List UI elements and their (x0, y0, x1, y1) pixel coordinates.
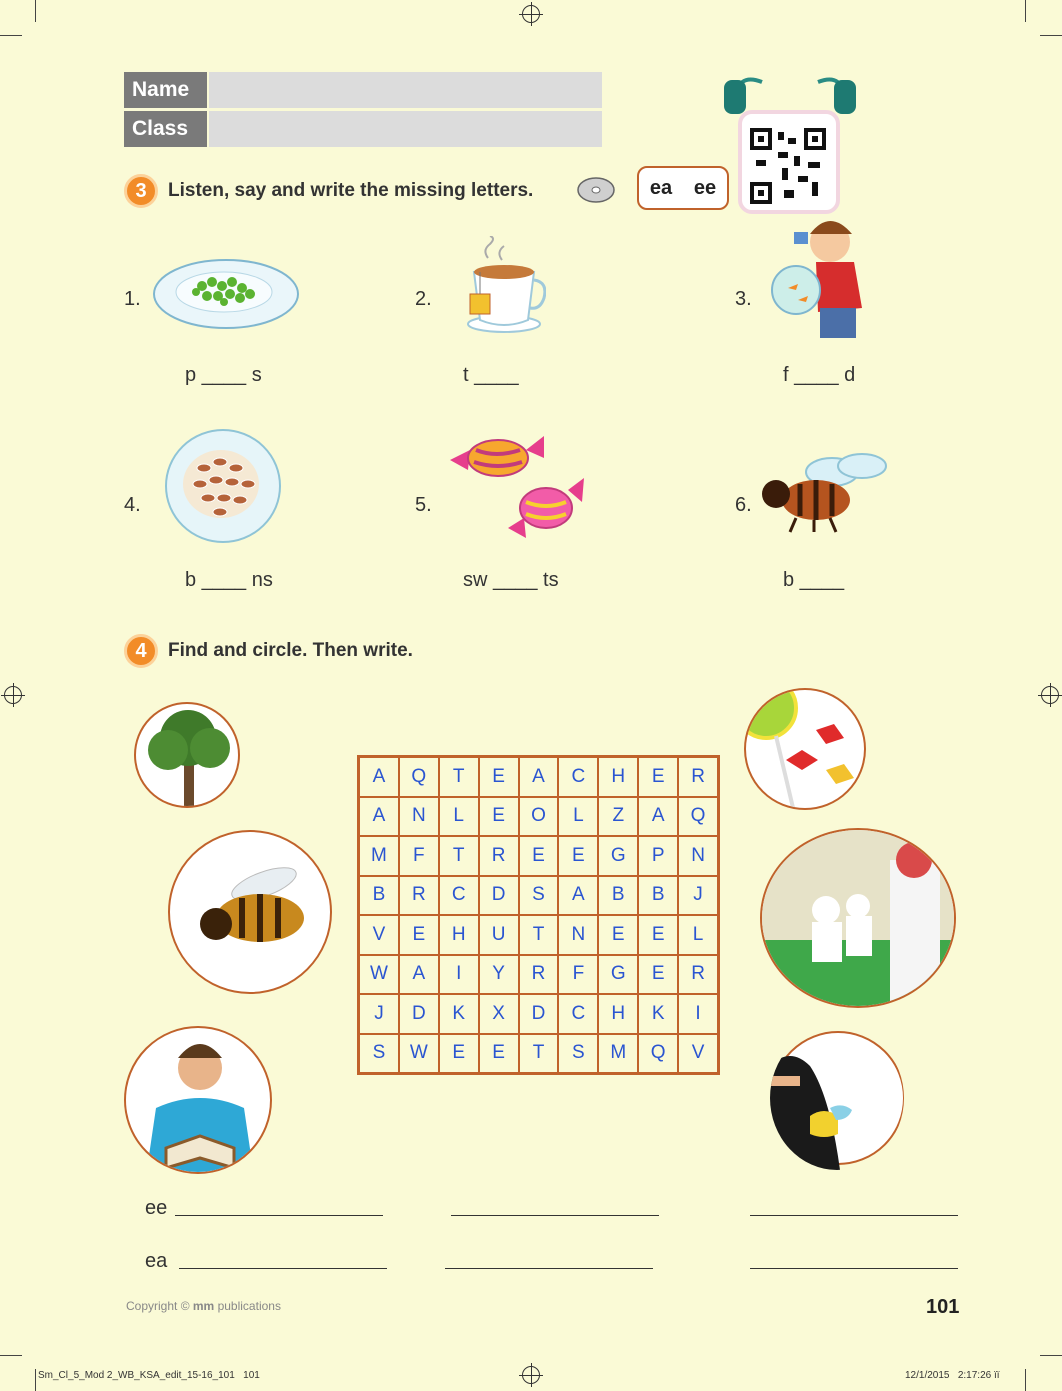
grid-cell[interactable]: Q (638, 1034, 678, 1074)
exercise-4-instruction: Find and circle. Then write. (168, 640, 413, 661)
exercise-3-number: 3 (124, 174, 158, 208)
grid-cell[interactable]: A (519, 757, 559, 797)
sweets-icon (446, 432, 586, 544)
grid-cell[interactable]: C (439, 876, 479, 916)
word-blank: sw ____ ts (463, 569, 559, 591)
peas-plate-icon (152, 256, 300, 332)
grid-cell[interactable]: W (359, 955, 399, 995)
grid-cell[interactable]: M (598, 1034, 638, 1074)
grid-cell[interactable]: B (638, 876, 678, 916)
grid-cell[interactable]: J (359, 994, 399, 1034)
grid-cell[interactable]: F (399, 836, 439, 876)
grid-cell[interactable]: C (558, 757, 598, 797)
crop-mark (35, 1369, 36, 1391)
write-line[interactable] (750, 1268, 958, 1269)
name-class-table (124, 72, 602, 150)
item-number: 6. (735, 494, 752, 516)
grid-cell[interactable]: R (399, 876, 439, 916)
write-line[interactable] (451, 1215, 659, 1216)
sweets-photo (744, 688, 866, 810)
file-slug: Sm_Cl_5_Mod 2_WB_KSA_edit_15-16_101 101 (38, 1370, 260, 1381)
grid-cell[interactable]: H (598, 757, 638, 797)
grid-cell[interactable]: I (439, 955, 479, 995)
write-line[interactable] (179, 1268, 387, 1269)
grid-cell[interactable]: E (479, 797, 519, 837)
registration-mark (4, 686, 22, 704)
publisher-name: publications (217, 1299, 281, 1313)
item-number: 4. (124, 494, 141, 516)
registration-mark (522, 1366, 540, 1384)
grid-cell[interactable]: D (479, 876, 519, 916)
crop-mark (1040, 35, 1062, 36)
grid-cell[interactable]: T (439, 836, 479, 876)
date-slug: 12/1/2015 2:17:26 ïï (905, 1370, 1000, 1381)
grid-cell[interactable]: V (678, 1034, 718, 1074)
grid-cell[interactable]: Y (479, 955, 519, 995)
grid-cell[interactable]: M (359, 836, 399, 876)
audio-cd-icon[interactable] (576, 174, 616, 204)
bee-icon (756, 448, 890, 534)
crop-mark (1040, 1355, 1062, 1356)
grid-cell[interactable]: R (678, 757, 718, 797)
tea-cup-icon (462, 236, 546, 334)
class-label: Class (124, 111, 207, 147)
grid-cell[interactable]: E (638, 955, 678, 995)
item-number: 1. (124, 288, 141, 310)
grid-cell[interactable]: E (399, 915, 439, 955)
grid-cell[interactable]: A (399, 955, 439, 995)
class-field[interactable] (209, 111, 602, 147)
word-blank: b ____ ns (185, 569, 273, 591)
grid-cell[interactable]: N (678, 836, 718, 876)
grid-cell[interactable]: N (399, 797, 439, 837)
grid-cell[interactable]: B (359, 876, 399, 916)
grid-cell[interactable]: A (558, 876, 598, 916)
grid-cell[interactable]: T (519, 1034, 559, 1074)
grid-cell[interactable]: G (598, 836, 638, 876)
write-line[interactable] (750, 1215, 958, 1216)
grid-cell[interactable]: Z (598, 797, 638, 837)
grid-cell[interactable]: E (479, 757, 519, 797)
grid-cell[interactable]: S (519, 876, 559, 916)
word-search-grid (357, 755, 720, 1075)
grid-cell[interactable]: E (638, 915, 678, 955)
grid-cell[interactable]: A (638, 797, 678, 837)
crop-mark (1025, 0, 1026, 22)
copyright-symbol: © (180, 1299, 190, 1313)
grid-cell[interactable]: L (439, 797, 479, 837)
grid-cell[interactable]: D (519, 994, 559, 1034)
crop-mark (35, 0, 36, 22)
grid-cell[interactable]: C (558, 994, 598, 1034)
grid-cell[interactable]: J (678, 876, 718, 916)
crop-mark (0, 1355, 22, 1356)
grid-cell[interactable]: K (638, 994, 678, 1034)
grid-cell[interactable]: Q (399, 757, 439, 797)
grid-cell[interactable]: T (439, 757, 479, 797)
copyright-text: Copyright (126, 1299, 178, 1313)
crop-mark (1025, 1369, 1026, 1391)
exercise-3-instruction: Listen, say and write the missing letters. (168, 180, 534, 201)
write-line[interactable] (175, 1215, 383, 1216)
grid-cell[interactable]: N (558, 915, 598, 955)
teacher-classroom-photo (760, 828, 956, 1008)
qr-code-headphones-icon[interactable] (722, 72, 858, 220)
grid-cell[interactable]: K (439, 994, 479, 1034)
grid-cell[interactable]: R (678, 955, 718, 995)
grid-cell[interactable]: Q (678, 797, 718, 837)
registration-mark (522, 5, 540, 23)
option-ee: ee (693, 176, 717, 199)
write-line[interactable] (445, 1268, 653, 1269)
letter-options-box (637, 166, 729, 210)
grid-cell[interactable]: P (638, 836, 678, 876)
option-ea: ea (649, 176, 673, 199)
grid-cell[interactable]: E (638, 757, 678, 797)
item-number: 2. (415, 288, 432, 310)
copyright-notice (126, 1299, 281, 1313)
grid-cell[interactable]: A (359, 757, 399, 797)
grid-cell[interactable]: F (558, 955, 598, 995)
tree-photo (134, 702, 240, 808)
grid-cell[interactable]: E (439, 1034, 479, 1074)
grid-cell[interactable]: L (678, 915, 718, 955)
name-label: Name (124, 72, 207, 108)
grid-cell[interactable]: O (519, 797, 559, 837)
woman-cleaning-photo (770, 1026, 904, 1170)
word-blank: b ____ (783, 569, 845, 591)
grid-cell[interactable]: R (519, 955, 559, 995)
boy-feeding-fish-icon (768, 212, 870, 340)
grid-cell[interactable]: E (519, 836, 559, 876)
grid-cell[interactable]: L (558, 797, 598, 837)
exercise-4-number: 4 (124, 634, 158, 668)
grid-cell[interactable]: T (519, 915, 559, 955)
bee-photo (168, 830, 332, 994)
grid-cell[interactable]: X (479, 994, 519, 1034)
grid-cell[interactable]: E (558, 836, 598, 876)
grid-cell[interactable]: H (598, 994, 638, 1034)
word-blank: t ____ (463, 364, 519, 386)
item-number: 5. (415, 494, 432, 516)
grid-cell[interactable]: S (558, 1034, 598, 1074)
grid-cell[interactable]: W (399, 1034, 439, 1074)
name-field[interactable] (209, 72, 602, 108)
beans-plate-icon (164, 428, 282, 544)
row-label-ea: ea (145, 1250, 168, 1272)
registration-mark (1041, 686, 1059, 704)
item-number: 3. (735, 288, 752, 310)
boy-reading-photo (124, 1026, 272, 1174)
grid-cell[interactable]: E (479, 1034, 519, 1074)
grid-cell[interactable]: A (359, 797, 399, 837)
grid-cell[interactable]: U (479, 915, 519, 955)
page-number: 101 (926, 1296, 960, 1318)
row-label-ee: ee (145, 1197, 168, 1219)
grid-cell[interactable]: D (399, 994, 439, 1034)
word-blank: f ____ d (783, 364, 856, 386)
grid-cell[interactable]: R (479, 836, 519, 876)
grid-cell[interactable]: B (598, 876, 638, 916)
word-blank: p ____ s (185, 364, 262, 386)
grid-cell[interactable]: V (359, 915, 399, 955)
grid-cell[interactable]: E (598, 915, 638, 955)
grid-cell[interactable]: H (439, 915, 479, 955)
grid-cell[interactable]: S (359, 1034, 399, 1074)
grid-cell[interactable]: I (678, 994, 718, 1034)
brand-mm: mm (192, 1299, 215, 1313)
grid-cell[interactable]: G (598, 955, 638, 995)
crop-mark (0, 35, 22, 36)
